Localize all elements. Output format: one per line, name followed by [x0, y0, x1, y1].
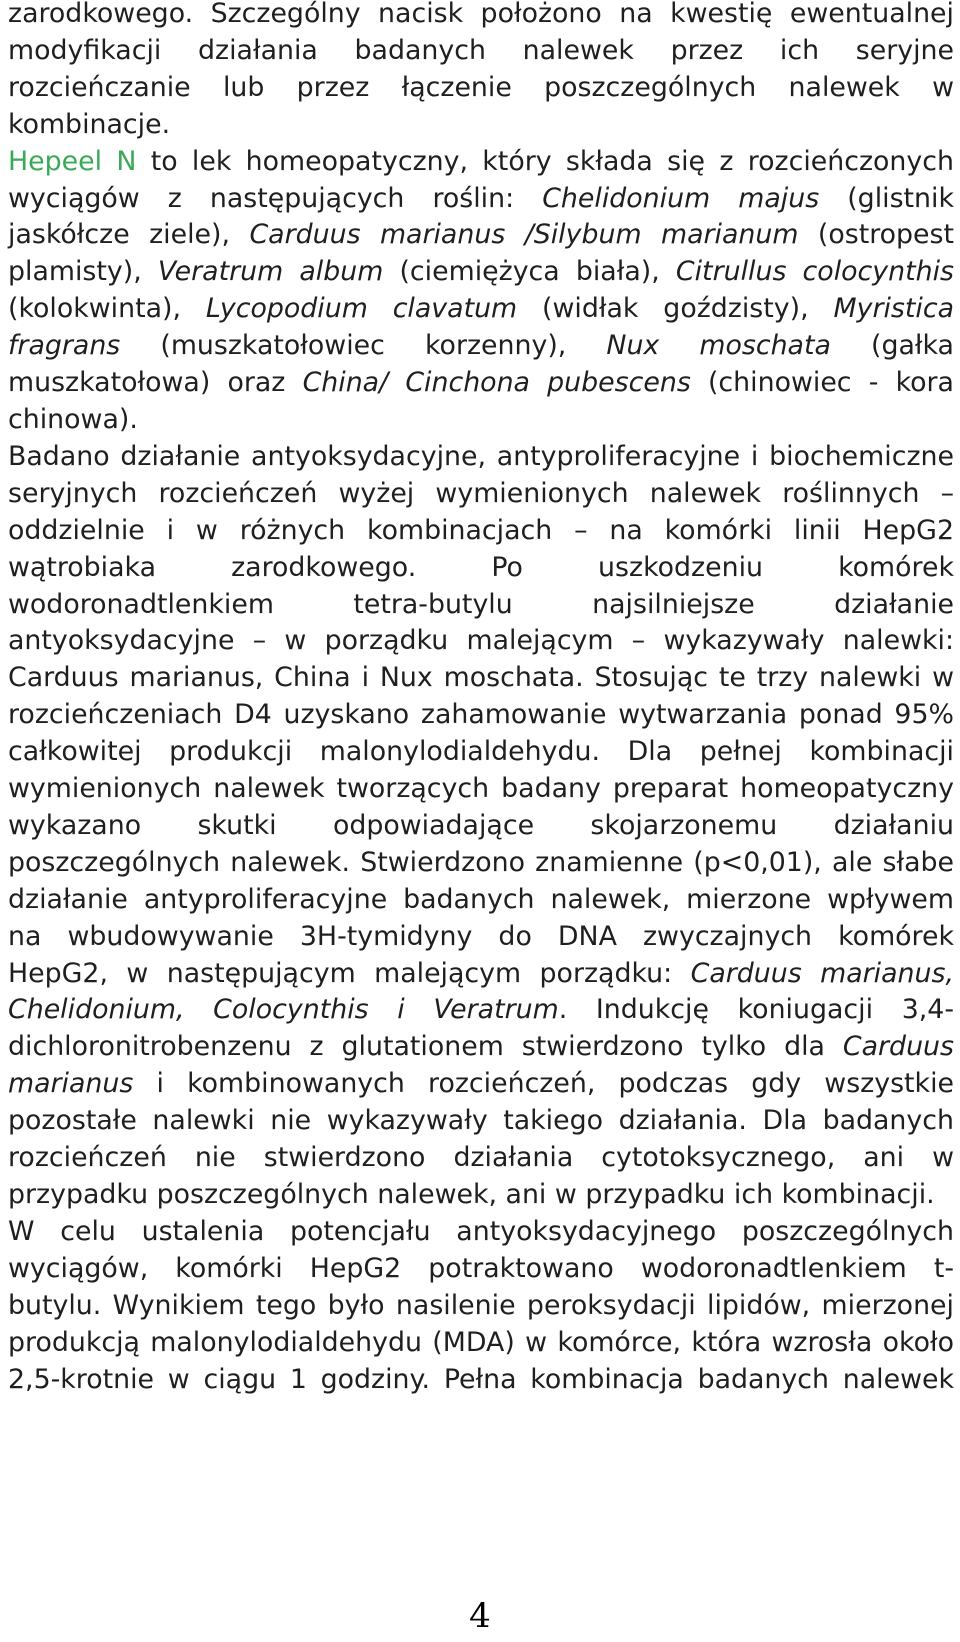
paragraph: W celu ustalenia potencjału antyoksydacyjnego poszczególnych wyciągów, komórki HepG2 potraktowano wodoronadtlenkiem t-butylu. Wynikiem tego było nasilenie peroksydacji lipidów, mierzonej produkcją malonylodialdehydu (MDA) w komórce, która wzrosła około 2,5-krotnie w ciągu 1 godziny. Pełna kombinacja badanych nalewek	[8, 1215, 954, 1395]
product-name: Hepeel N	[8, 145, 137, 177]
latin-name: China/ Cinchona pubescens	[302, 367, 691, 399]
latin-name: Carduus marianus	[8, 1031, 954, 1100]
latin-name: Myristica fragrans	[8, 293, 954, 362]
latin-name: Citrullus colocynthis	[675, 256, 954, 288]
paragraph: zarodkowego. Szczególny nacisk położono na kwestię ewentualnej modyfikacji działania badanych nalewek przez ich seryjne rozcieńczanie lub przez łączenie poszczególnych nalewek w kombinacje.	[8, 0, 954, 140]
paragraph	[8, 144, 954, 439]
text-run: (glistnik jaskółcze ziele),	[8, 182, 954, 251]
latin-name: Veratrum album	[157, 256, 384, 288]
latin-name: Chelidonium majus	[542, 182, 820, 214]
text-run: . Indukcję koniugacji 3,4-dichloronitrobenzenu z glutationem stwierdzono tylko dla	[8, 994, 954, 1063]
text-run: (widłak goździsty),	[517, 293, 834, 325]
page-number: 4	[469, 1596, 491, 1636]
document-body	[8, 0, 954, 1398]
latin-name: Lycopodium clavatum	[205, 293, 518, 325]
latin-name: Nux moschata	[606, 330, 831, 362]
text-run: Badano działanie antyoksydacyjne, antyproliferacyjne i biochemiczne seryjnych rozcieńczeń wyżej wymienionych nalewek roślinnych – oddzielnie i w różnych kombinacjach – na komórki linii HepG2 wątrobiaka zarodkowego. Po uszkodzeniu komórek wodoronadtlenkiem tetra-butylu najsilniejsze działanie antyoksydacyjne – w porządku malejącym – wykazywały nalewki: Carduus marianus, China i Nux moschata. Stosując te trzy nalewki w rozcieńczeniach D4 uzyskano zahamowanie wytwarzania ponad 95% całkowitej produkcji malonylodialdehydu. Dla pełnej kombinacji wymienionych nalewek tworzących badany preparat homeopatyczny wykazano skutki odpowiadające skojarzonemu działaniu poszczególnych nalewek. Stwierdzono znamienne (p<0,01), ale słabe działanie antyproliferacyjne badanych nalewek, mierzone wpływem na wbudowywanie 3H-tymidyny do DNA zwyczajnych komórek HepG2, w następującym malejącym porządku:	[8, 440, 954, 989]
text-run: (gałka muszkatołowa) oraz	[8, 330, 954, 399]
text-run: (ostropest plamisty),	[8, 219, 955, 288]
text-run: to lek homeopatyczny, który składa się z rozcieńczonych wyciągów z następujących roślin:	[8, 145, 954, 214]
text-run: (muszkatołowiec korzenny),	[120, 330, 607, 362]
latin-name: Carduus marianus, Chelidonium, Colocynthis i Veratrum	[8, 957, 954, 1026]
text-run: i kombinowanych rozcieńczeń, podczas gdy wszystkie pozostałe nalewki nie wykazywały takiego działania. Dla badanych rozcieńczeń nie stwierdzono działania cytotoksycznego, ani w przypadku poszczególnych nalewek, ani w przypadku ich kombinacji.	[8, 1068, 954, 1210]
latin-name: Carduus marianus /Silybum marianum	[249, 219, 799, 251]
text-run: (chinowiec - kora chinowa).	[8, 367, 954, 435]
text-run: (kolokwinta),	[8, 293, 206, 325]
text-run: (ciemiężyca biała),	[383, 256, 676, 288]
paragraph	[8, 439, 954, 1214]
